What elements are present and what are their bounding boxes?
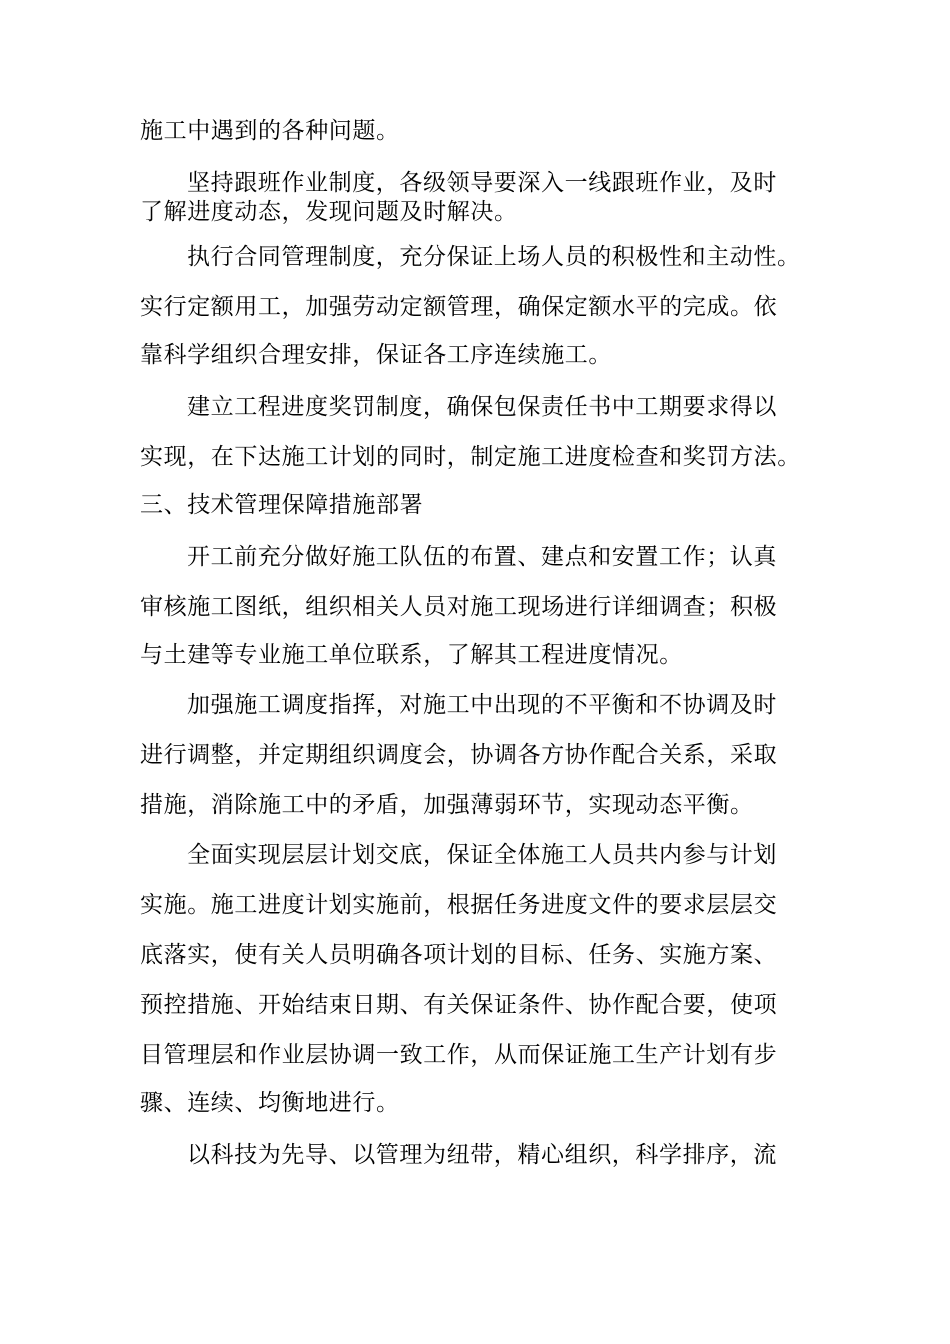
section-heading: 三、技术管理保障措施部署	[140, 492, 424, 518]
text-line-21: 骤、连续、均衡地进行。	[140, 1090, 400, 1116]
text-line-22: 以科技为先导、以管理为纽带，精心组织，科学排序，流	[187, 1142, 777, 1168]
text-line-2: 坚持跟班作业制度，各级领导要深入一线跟班作业，及时	[187, 170, 777, 196]
text-line-12: 与土建等专业施工单位联系，了解其工程进度情况。	[140, 642, 683, 668]
text-line-10: 开工前充分做好施工队伍的布置、建点和安置工作；认真	[187, 544, 777, 570]
text-line-13: 加强施工调度指挥，对施工中出现的不平衡和不协调及时	[187, 692, 777, 718]
text-line-5: 实行定额用工，加强劳动定额管理，确保定额水平的完成。依	[140, 294, 778, 320]
text-line-20: 目管理层和作业层协调一致工作，从而保证施工生产计划有步	[140, 1042, 778, 1068]
text-line-17: 实施。施工进度计划实施前，根据任务进度文件的要求层层交	[140, 892, 778, 918]
text-line-18: 底落实，使有关人员明确各项计划的目标、任务、实施方案、	[140, 942, 778, 968]
text-line-15: 措施，消除施工中的矛盾，加强薄弱环节，实现动态平衡。	[140, 792, 754, 818]
text-line-7: 建立工程进度奖罚制度，确保包保责任书中工期要求得以	[187, 394, 777, 420]
text-line-14: 进行调整，并定期组织调度会，协调各方协作配合关系，采取	[140, 742, 778, 768]
text-line-6: 靠科学组织合理安排，保证各工序连续施工。	[140, 342, 612, 368]
text-line-4: 执行合同管理制度，充分保证上场人员的积极性和主动性。	[187, 244, 801, 270]
text-line-1: 施工中遇到的各种问题。	[140, 118, 400, 144]
text-line-19: 预控措施、开始结束日期、有关保证条件、协作配合要，使项	[140, 992, 778, 1018]
text-line-8: 实现，在下达施工计划的同时，制定施工进度检查和奖罚方法。	[140, 444, 801, 470]
text-line-16: 全面实现层层计划交底，保证全体施工人员共内参与计划	[187, 842, 777, 868]
text-line-3: 了解进度动态，发现问题及时解决。	[140, 199, 518, 225]
text-line-11: 审核施工图纸，组织相关人员对施工现场进行详细调查；积极	[140, 594, 778, 620]
